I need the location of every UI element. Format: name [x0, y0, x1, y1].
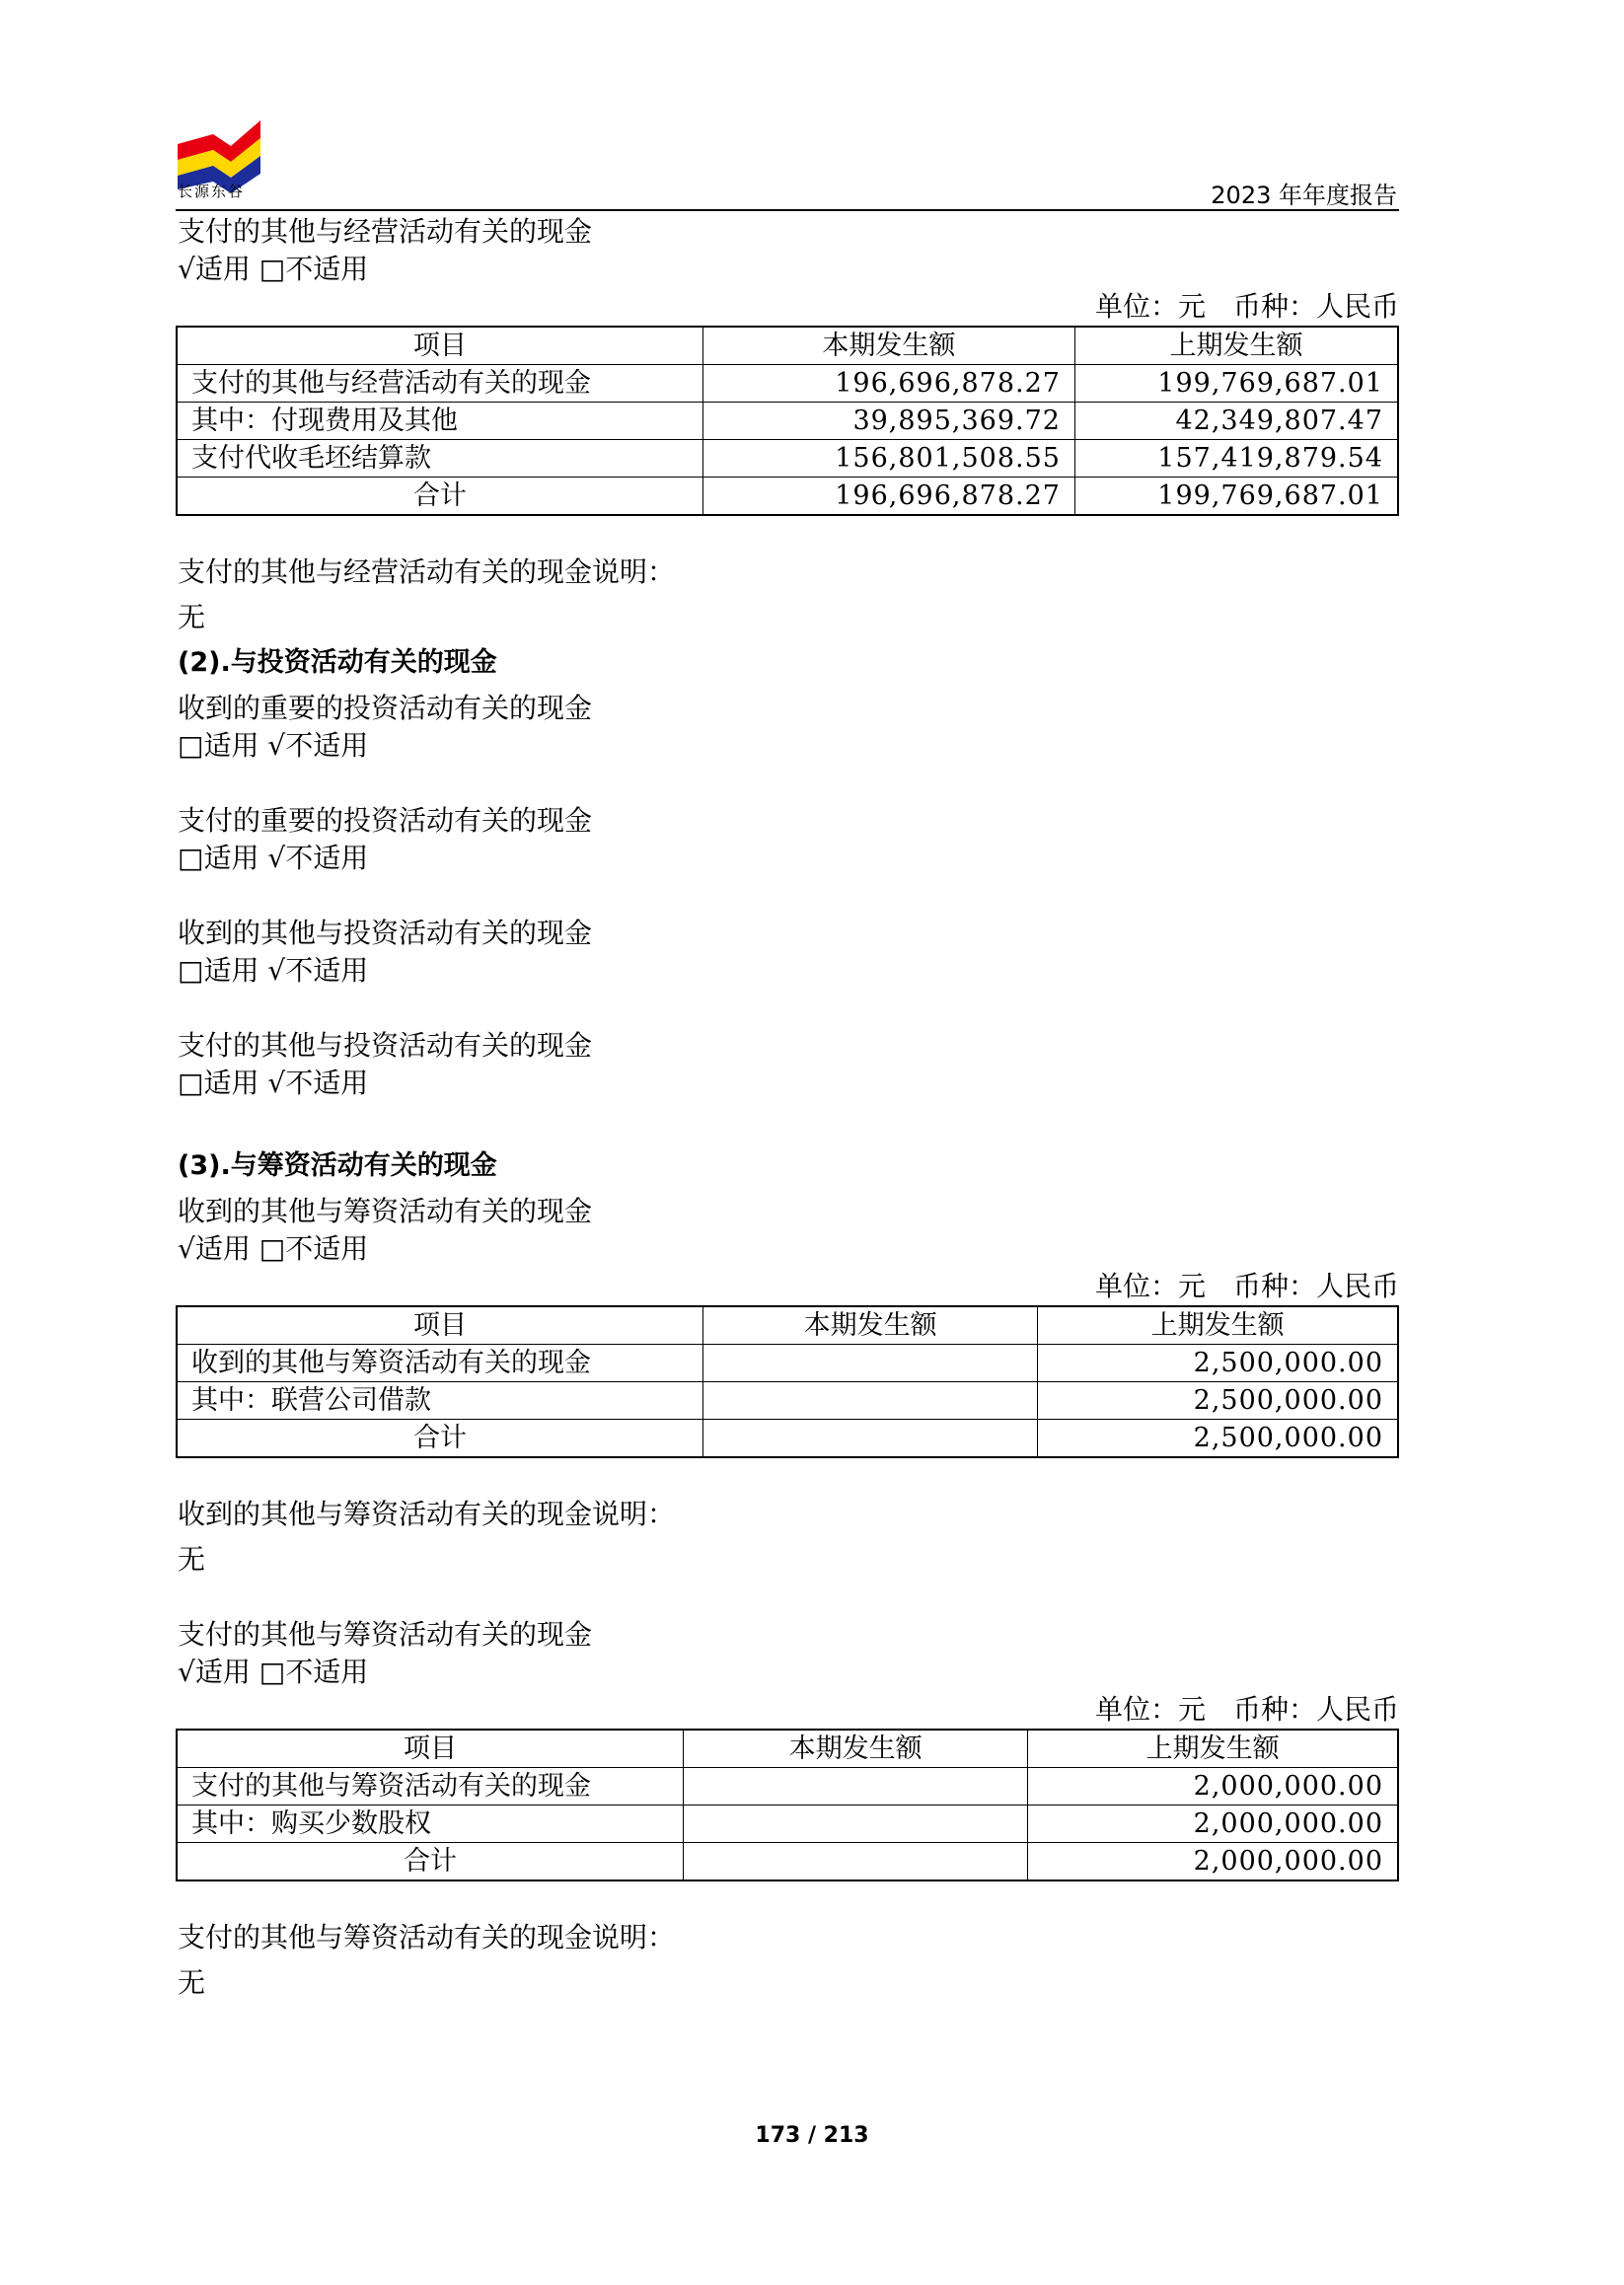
fin-received-table: [176, 1305, 1399, 1458]
fin-paid-applicable: √适用 □不适用: [178, 1656, 369, 1688]
prior-amount: 2,500,000.00: [1038, 1420, 1398, 1458]
row-label: 支付的其他与筹资活动有关的现金: [177, 1768, 684, 1806]
fin-received-note-value: 无: [178, 1543, 206, 1576]
op-table: [176, 326, 1399, 516]
fin-paid-heading: 支付的其他与筹资活动有关的现金: [178, 1618, 593, 1651]
col-header: 上期发生额: [1038, 1306, 1398, 1345]
fin-paid-note-value: 无: [178, 1966, 206, 1999]
current-amount: [684, 1843, 1028, 1881]
table-row: [177, 1806, 1398, 1843]
fin-received-unit: 单位：元 币种：人民币: [1094, 1270, 1399, 1302]
table-total-row: [177, 1420, 1398, 1458]
table-total-row: [177, 478, 1398, 516]
fin-received-heading: 收到的其他与筹资活动有关的现金: [178, 1195, 593, 1227]
op-applicable: √适用 □不适用: [178, 253, 369, 285]
table-total-row: [177, 1843, 1398, 1881]
col-header: 本期发生额: [703, 1306, 1038, 1345]
fin-paid-note-label: 支付的其他与筹资活动有关的现金说明：: [178, 1921, 676, 1953]
prior-amount: 2,000,000.00: [1028, 1806, 1398, 1843]
current-amount: [684, 1768, 1028, 1806]
op-note-label: 支付的其他与经营活动有关的现金说明：: [178, 555, 676, 588]
table-row: [177, 365, 1398, 403]
prior-amount: 157,419,879.54: [1074, 440, 1398, 478]
page-content: [178, 213, 1401, 2002]
current-amount: [703, 1382, 1038, 1420]
inv-item-applicable: □适用 √不适用: [178, 954, 369, 987]
prior-amount: 42,349,807.47: [1074, 403, 1398, 440]
row-label: 其中：联营公司借款: [177, 1382, 703, 1420]
inv-item-heading: 收到的重要的投资活动有关的现金: [178, 692, 593, 724]
inv-section-title: (2).与投资活动有关的现金: [178, 647, 497, 678]
row-label: 支付代收毛坯结算款: [177, 440, 702, 478]
prior-amount: 2,000,000.00: [1028, 1768, 1398, 1806]
inv-item-heading: 收到的其他与投资活动有关的现金: [178, 917, 593, 949]
current-amount: [684, 1806, 1028, 1843]
col-header: 项目: [177, 1730, 684, 1768]
inv-item-applicable: □适用 √不适用: [178, 729, 369, 762]
row-label: 其中：购买少数股权: [177, 1806, 684, 1843]
table-header-row: [177, 1306, 1398, 1345]
op-heading: 支付的其他与经营活动有关的现金: [178, 215, 593, 248]
fin-received-applicable: √适用 □不适用: [178, 1232, 369, 1265]
prior-amount: 199,769,687.01: [1074, 365, 1398, 403]
prior-amount: 2,000,000.00: [1028, 1843, 1398, 1881]
header-rule: [176, 209, 1399, 211]
row-label: 合计: [177, 1843, 684, 1881]
row-label: 支付的其他与经营活动有关的现金: [177, 365, 702, 403]
current-amount: [703, 1345, 1038, 1382]
row-label: 合计: [177, 1420, 703, 1458]
page-number: 173 / 213: [755, 2123, 869, 2148]
table-header-row: [177, 327, 1398, 365]
inv-item-applicable: □适用 √不适用: [178, 1067, 369, 1099]
table-row: [177, 1382, 1398, 1420]
report-title: 2023 年年度报告: [1211, 182, 1397, 209]
col-header: 上期发生额: [1074, 327, 1398, 365]
table-row: [177, 1768, 1398, 1806]
col-header: 上期发生额: [1028, 1730, 1398, 1768]
col-header: 项目: [177, 1306, 703, 1345]
current-amount: [703, 1420, 1038, 1458]
table-row: [177, 1345, 1398, 1382]
table-row: [177, 440, 1398, 478]
inv-item-applicable: □适用 √不适用: [178, 842, 369, 874]
table-header-row: [177, 1730, 1398, 1768]
current-amount: 196,696,878.27: [702, 478, 1074, 516]
prior-amount: 199,769,687.01: [1074, 478, 1398, 516]
current-amount: 156,801,508.55: [702, 440, 1074, 478]
fin-paid-unit: 单位：元 币种：人民币: [1094, 1693, 1399, 1726]
prior-amount: 2,500,000.00: [1038, 1382, 1398, 1420]
inv-item-heading: 支付的重要的投资活动有关的现金: [178, 804, 593, 837]
table-row: [177, 403, 1398, 440]
op-note-value: 无: [178, 601, 206, 633]
fin-section-title: (3).与筹资活动有关的现金: [178, 1150, 497, 1181]
row-label: 收到的其他与筹资活动有关的现金: [177, 1345, 703, 1382]
fin-paid-table: [176, 1729, 1399, 1881]
col-header: 本期发生额: [684, 1730, 1028, 1768]
prior-amount: 2,500,000.00: [1038, 1345, 1398, 1382]
col-header: 项目: [177, 327, 702, 365]
row-label: 合计: [177, 478, 702, 516]
op-unit: 单位：元 币种：人民币: [1094, 290, 1399, 323]
col-header: 本期发生额: [702, 327, 1074, 365]
current-amount: 39,895,369.72: [702, 403, 1074, 440]
inv-item-heading: 支付的其他与投资活动有关的现金: [178, 1029, 593, 1062]
logo-text: 长源东谷: [178, 183, 246, 200]
current-amount: 196,696,878.27: [702, 365, 1074, 403]
fin-received-note-label: 收到的其他与筹资活动有关的现金说明：: [178, 1498, 676, 1530]
row-label: 其中：付现费用及其他: [177, 403, 702, 440]
